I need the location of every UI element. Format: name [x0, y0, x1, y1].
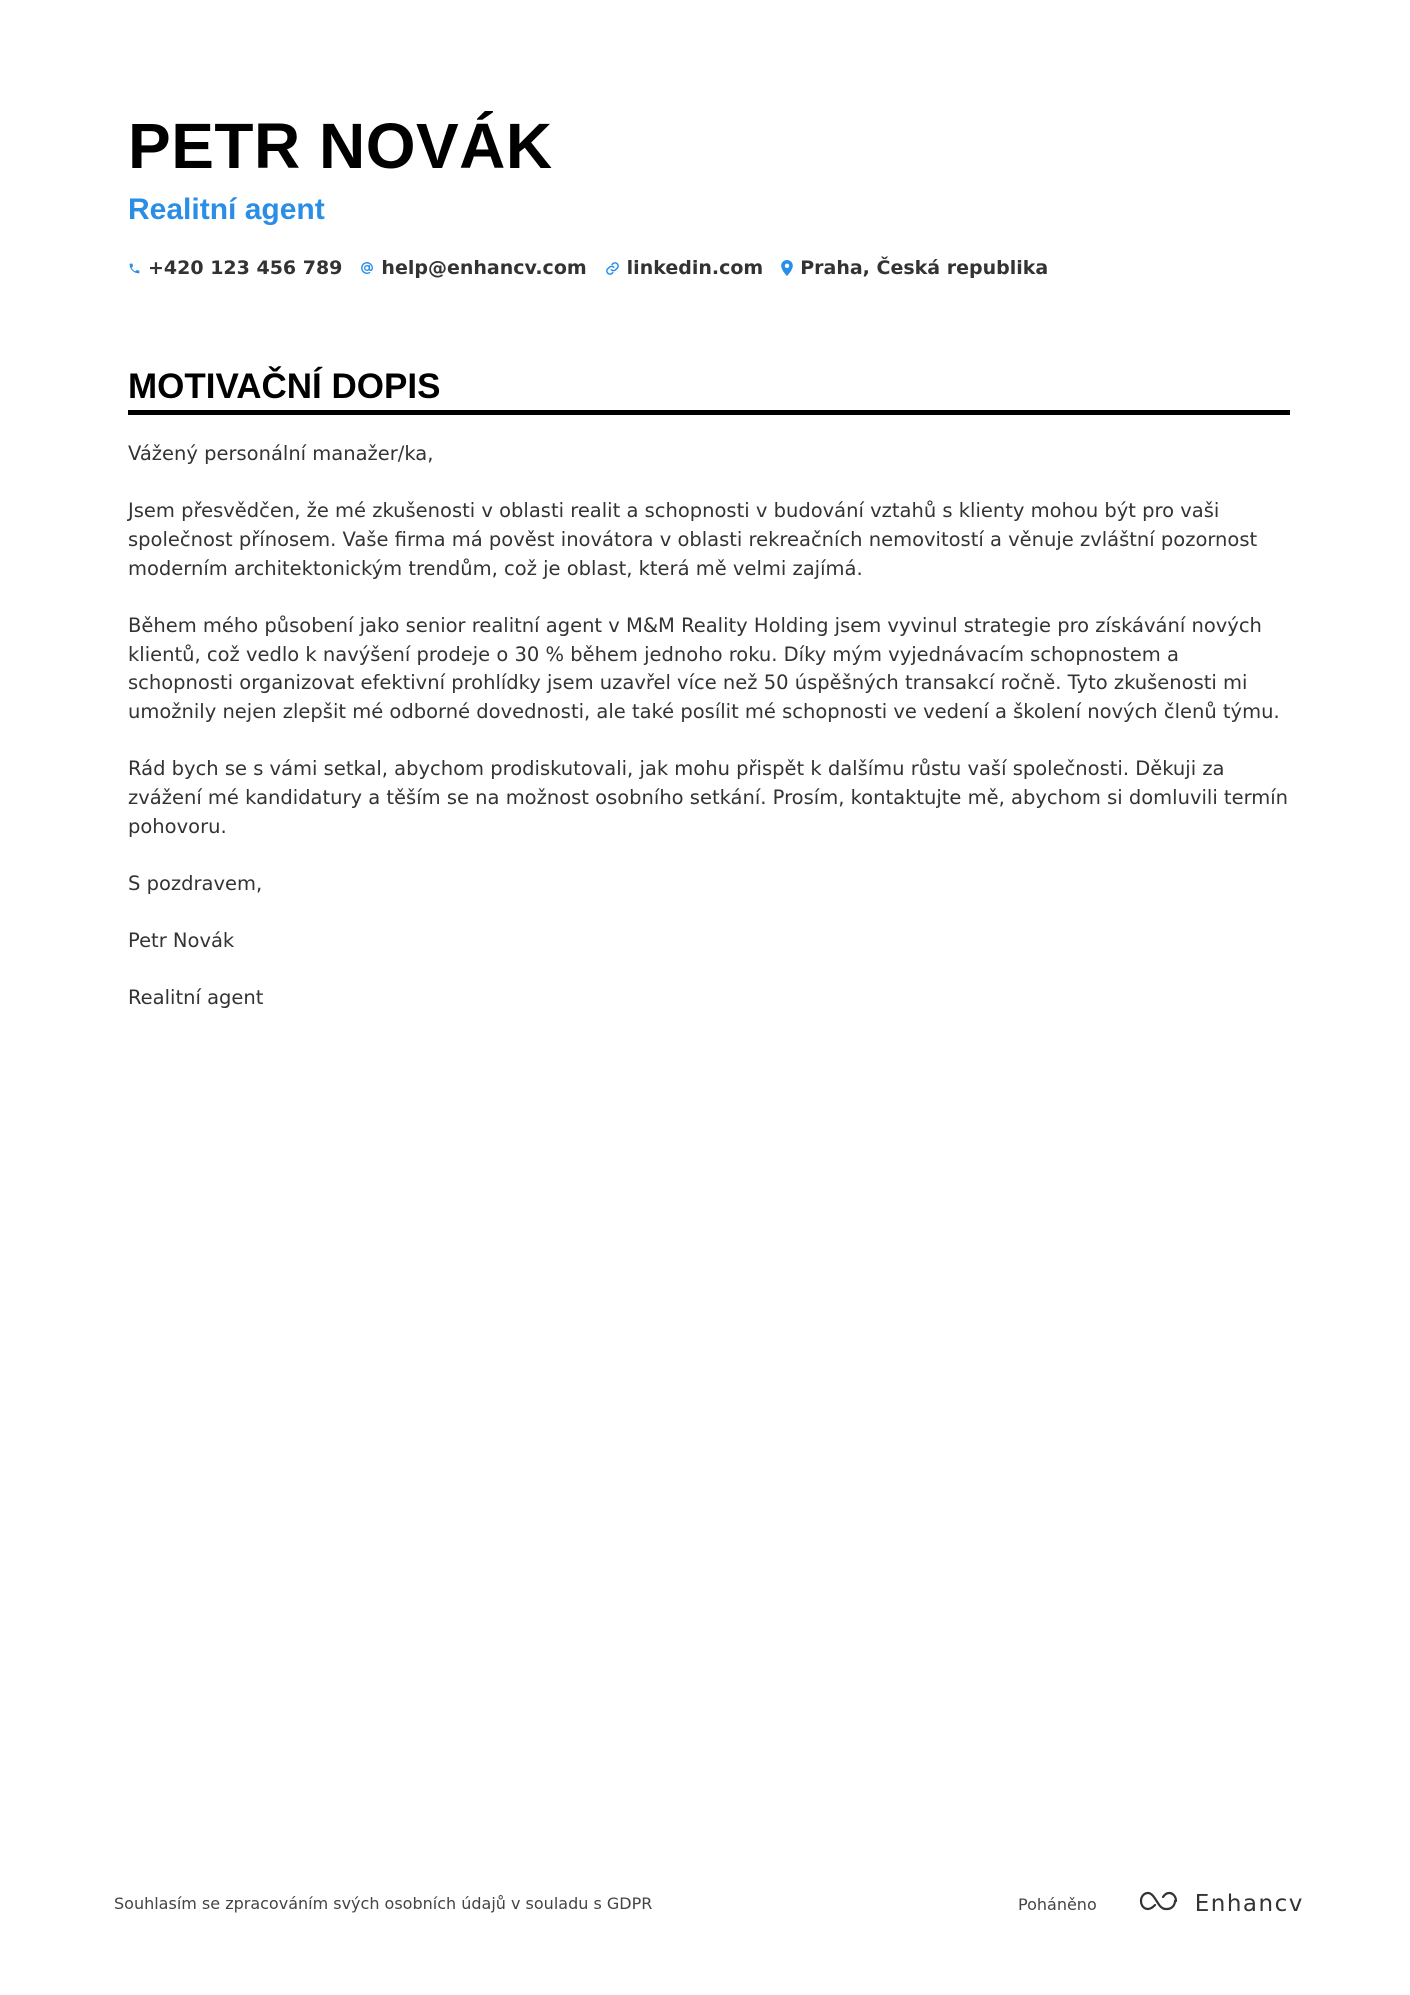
- candidate-job-title: Realitní agent: [128, 193, 325, 226]
- letter-paragraph: Rád bych se s vámi setkal, abychom prodiskutovali, jak mohu přispět k dalšímu růstu vaší společnosti. Děkuji za zvážení mé kandidatury a těším se na možnost osobního setkání. Prosím, kontaktujte mě, abychom si domluvili termín pohovoru.: [128, 757, 1289, 838]
- contact-bar: [128, 253, 1048, 283]
- at-icon: [360, 261, 374, 275]
- letter-paragraph: Jsem přesvědčen, že mé zkušenosti v oblasti realit a schopnosti v budování vztahů s klienty mohou být pro vaši společnost přínosem. Vaše firma má pověst inovátora v oblasti rekreačních nemovitostí a věnuje zvláštní pozornost moderním architektonickým trendům, což je oblast, která mě velmi zajímá.: [128, 499, 1258, 580]
- brand-logo: [1137, 1888, 1304, 1920]
- powered-by[interactable]: [1018, 1884, 1304, 1924]
- enhancv-logo-icon: [1137, 1888, 1183, 1920]
- letter-greeting: Vážený personální manažer/ka,: [128, 442, 434, 465]
- brand-name: Enhancv: [1194, 1891, 1304, 1917]
- contact-linkedin[interactable]: [605, 257, 764, 279]
- contact-phone[interactable]: [128, 257, 342, 279]
- contact-linkedin-text: linkedin.com: [626, 257, 764, 279]
- signature-title: Realitní agent: [128, 986, 264, 1010]
- link-icon: [605, 261, 620, 276]
- contact-email[interactable]: [360, 257, 586, 279]
- contact-location: [781, 257, 1048, 279]
- section-title: MOTIVAČNÍ DOPIS: [128, 367, 441, 406]
- letter-closing: S pozdravem,: [128, 871, 263, 895]
- section-divider: [128, 410, 1290, 415]
- phone-icon: [128, 262, 141, 275]
- contact-email-text: help@enhancv.com: [381, 257, 587, 279]
- signature-name: Petr Novák: [128, 928, 235, 952]
- map-pin-icon: [781, 260, 793, 276]
- contact-phone-text: +420 123 456 789: [148, 257, 343, 279]
- contact-location-text: Praha, Česká republika: [800, 257, 1049, 279]
- gdpr-consent: Souhlasím se zpracováním svých osobních údajů v souladu s GDPR: [114, 1894, 653, 1913]
- letter-body: [128, 440, 1290, 1041]
- powered-by-label: Poháněno: [1018, 1894, 1097, 1914]
- candidate-name: PETR NOVÁK: [128, 110, 553, 182]
- letter-paragraph: Během mého působení jako senior realitní agent v M&M Reality Holding jsem vyvinul strategie pro získávání nových klientů, což vedlo k navýšení prodeje o 30 % během jednoho roku. Díky mým vyjednávacím schopnostem a schopnosti organizovat efektivní prohlídky jsem uzavřel více než 50 úspěšných transakcí ročně. Tyto zkušenosti mi umožnily nejen zlepšit mé odborné dovednosti, ale také posílit mé schopnosti ve vedení a školení nových členů týmu.: [128, 613, 1280, 723]
